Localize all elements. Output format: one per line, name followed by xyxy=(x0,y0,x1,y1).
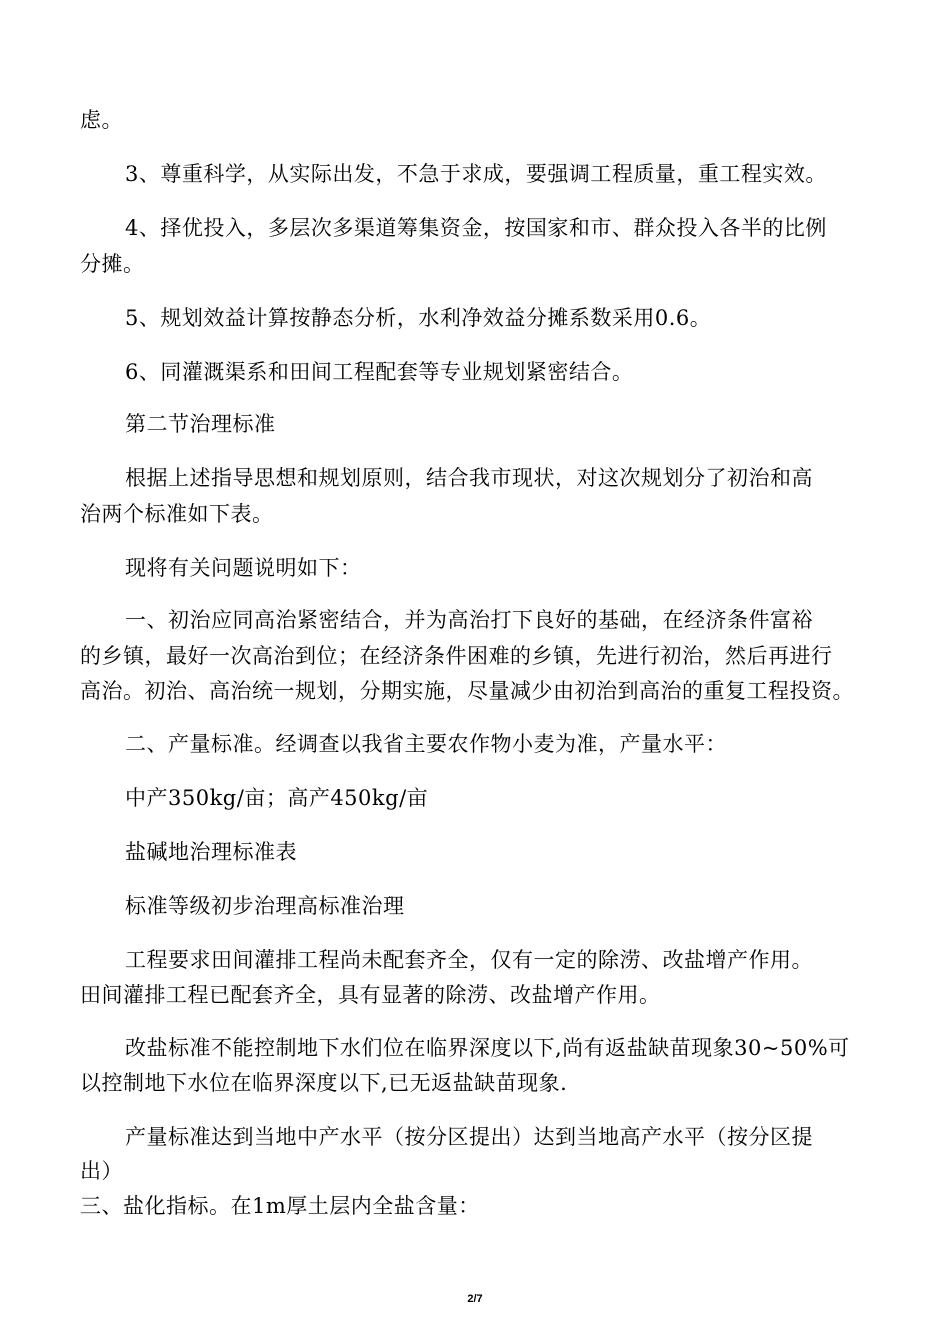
text-line: 虑。 xyxy=(80,108,123,132)
text-line: 一、初治应同高治紧密结合，并为高治打下良好的基础，在经济条件富裕 xyxy=(125,608,813,632)
text-line: 治两个标准如下表。 xyxy=(80,502,274,526)
text-line: 高治。初治、高治统一规划，分期实施，尽量减少由初治到高治的重复工程投资。 xyxy=(80,679,854,703)
text-line: 根据上述指导思想和规划原则，结合我市现状，对这次规划分了初治和高 xyxy=(125,466,813,490)
table-row: 以控制地下水位在临界深度以下,已无返盐缺苗现象. xyxy=(80,1071,568,1095)
table-row: 产量标准达到当地中产水平（按分区提出）达到当地高产水平（按分区提 xyxy=(125,1125,813,1149)
text-line: 分摊。 xyxy=(80,252,145,276)
table-row: 工程要求田间灌排工程尚未配套齐全，仅有一定的除涝、改盐增产作用。 xyxy=(125,948,813,972)
text-line: 的乡镇，最好一次高治到位；在经济条件困难的乡镇，先进行初治，然后再进行 xyxy=(80,644,833,668)
text-line: 三、盐化指标。在1m厚土层内全盐含量： xyxy=(80,1194,480,1218)
table-row: 改盐标准不能控制地下水们位在临界深度以下,尚有返盐缺苗现象30~50%可 xyxy=(125,1036,850,1060)
table-row: 出） xyxy=(80,1159,123,1183)
text-line: 3、尊重科学，从实际出发，不急于求成，要强调工程质量，重工程实效。 xyxy=(125,162,827,186)
text-line: 二、产量标准。经调查以我省主要农作物小麦为准，产量水平： xyxy=(125,732,727,756)
table-row: 田间灌排工程已配套齐全，具有显著的除涝、改盐增产作用。 xyxy=(80,983,661,1007)
section-heading: 第二节治理标准 xyxy=(125,412,276,436)
page-number: 2/7 xyxy=(467,1293,483,1305)
table-header: 标准等级初步治理高标准治理 xyxy=(125,894,405,918)
text-line: 4、择优投入，多层次多渠道筹集资金，按国家和市、群众投入各半的比例 xyxy=(125,216,827,240)
text-line: 5、规划效益计算按静态分析，水利净效益分摊系数采用0.6。 xyxy=(125,306,712,330)
table-title: 盐碱地治理标准表 xyxy=(125,840,297,864)
text-line: 6、同灌溉渠系和田间工程配套等专业规划紧密结合。 xyxy=(125,360,634,384)
text-line: 现将有关问题说明如下： xyxy=(125,556,362,580)
text-line: 中产350kg/亩；高产450kg/亩 xyxy=(125,786,429,810)
